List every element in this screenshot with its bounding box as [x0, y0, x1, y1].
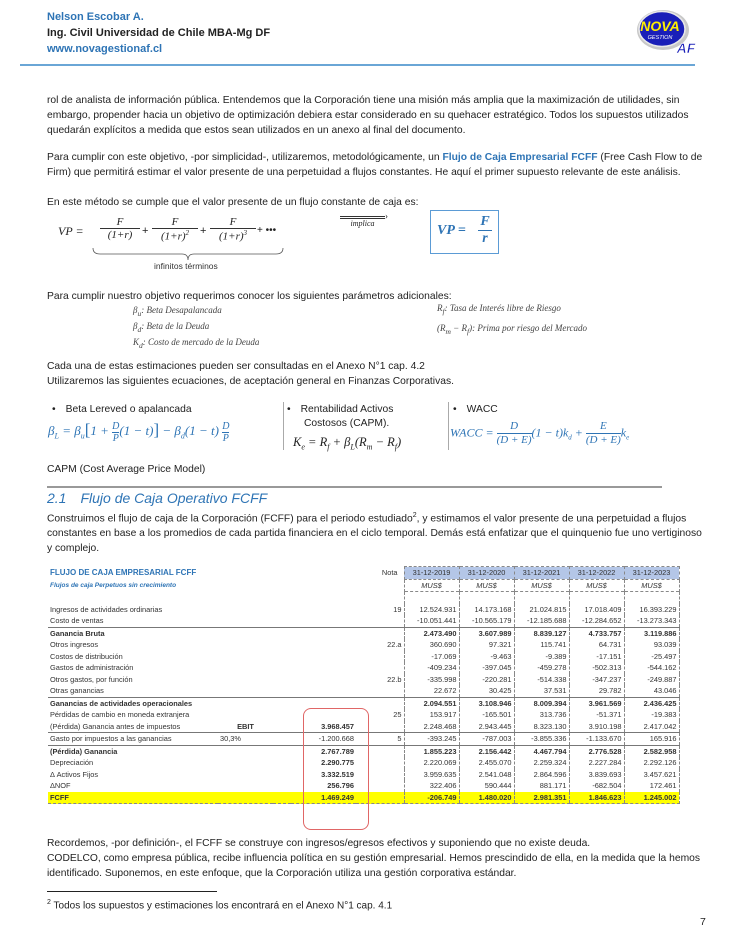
- eq-den: (1+r): [160, 230, 186, 243]
- perpetuity-value: 1.469.249: [291, 792, 356, 804]
- row-label: Gastos de administración: [50, 663, 134, 672]
- cell-value: 4.467.794: [514, 745, 569, 757]
- row-nota: 25: [393, 710, 402, 719]
- perpetuity-value: -1.200.668: [291, 733, 356, 746]
- row-tag: [218, 792, 273, 804]
- row-tag: [218, 697, 273, 709]
- params-left-list: [133, 304, 259, 351]
- capm-bullet-label-2: Costosos (CAPM).: [304, 418, 390, 429]
- date-header: 31-12-2019: [404, 567, 459, 580]
- cell-value: 2.473.490: [404, 627, 459, 639]
- capm-bullet: • Rentabilidad Activos: [287, 404, 394, 415]
- row-tag: [218, 709, 273, 721]
- cell-value: -9.389: [514, 651, 569, 663]
- nota-header: Nota: [381, 568, 398, 577]
- section-divider: [47, 486, 662, 488]
- intro-text: Para cumplir con este objetivo, -por simplicidad-, utilizaremos, metodológicamente, un: [47, 152, 443, 163]
- row-nota: 19: [393, 604, 402, 614]
- perpetuity-value: 256.796: [327, 781, 354, 790]
- cell-value: -12.185.688: [514, 615, 569, 627]
- row-nota: [356, 615, 404, 627]
- cell-value: 3.108.946: [459, 697, 514, 709]
- cell-value: 17.018.409: [569, 604, 624, 616]
- row-label: FCFF: [48, 792, 218, 804]
- perpetuity-value: [291, 639, 356, 651]
- row-tag: [218, 627, 273, 639]
- cell-value: 3.457.621: [624, 769, 679, 781]
- perpetuity-value: [291, 662, 356, 674]
- table-subtitle-row: [48, 579, 679, 592]
- row-tag: [218, 639, 273, 651]
- website-link[interactable]: www.novagestionaf.cl: [47, 43, 163, 55]
- cell-value: 322.406: [404, 780, 459, 792]
- row-nota: 22.b: [387, 674, 402, 684]
- footnote: [47, 899, 392, 911]
- cell-value: 1.855.223: [404, 745, 459, 757]
- param-rf: $R_f$: Tasa de Interés libre de Riesgo: [437, 303, 561, 316]
- params-right-list: [437, 300, 587, 340]
- cell-value: -51.371: [569, 709, 624, 721]
- cell-value: 590.444: [459, 780, 514, 792]
- footnote-text: Todos los supuestos y estimaciones los encontrará en el Anexo N°1 cap. 4.1: [50, 900, 393, 912]
- cell-value: -17.151: [569, 651, 624, 663]
- section-number: 2.1: [47, 490, 67, 506]
- present-value-series-equation: VP = $\frac{F}{(1+r)}$ + F $(1+r)^2$ + F $(1+r)^3$ + ••• infinitos términos: [58, 215, 278, 279]
- cell-value: 2.776.528: [569, 745, 624, 757]
- row-label: Otros gastos, por función: [50, 674, 133, 684]
- eq-den: (1+r): [100, 228, 140, 241]
- cell-value: 1.245.002: [624, 792, 679, 804]
- unit-label: MUS$: [404, 579, 459, 592]
- cell-value: 881.171: [514, 780, 569, 792]
- table-row: [48, 697, 679, 709]
- row-label: ΔNOF: [50, 781, 71, 790]
- perpetuity-value: [291, 685, 356, 697]
- unit-label: MUS$: [569, 579, 624, 592]
- param-beta-d: $\beta_d$: Beta de la Deuda: [133, 320, 210, 334]
- cell-value: -206.749: [404, 792, 459, 804]
- cell-value: 2.094.551: [404, 697, 459, 709]
- vp-fraction: [478, 214, 492, 247]
- intro-text-cont: (Free Cash Flow to de Firm) que permitirá estimar el valor presente de una perpetuidad a flujos constantes. He aquí el primer supuesto relevante de este análisis.: [47, 152, 703, 178]
- cell-value: -9.463: [459, 651, 514, 663]
- row-tag: [218, 674, 273, 686]
- row-tag: 30,3%: [218, 733, 273, 746]
- cell-value: -249.887: [624, 674, 679, 686]
- column-divider: [448, 402, 449, 450]
- cell-value: 3.910.198: [569, 721, 624, 733]
- row-label: Costos de distribución: [50, 651, 123, 661]
- cell-value: -335.998: [404, 674, 459, 686]
- perpetuity-value: 3.332.519: [321, 769, 354, 779]
- cell-value: 2.582.958: [624, 745, 679, 757]
- row-tag: [218, 780, 273, 792]
- cell-value: 29.782: [569, 685, 624, 697]
- table-subtitle: Flujos de caja Perpetuos sin crecimiento: [50, 581, 177, 589]
- cell-value: 22.672: [404, 685, 459, 697]
- section-title: Flujo de Caja Operativo FCFF: [80, 490, 268, 506]
- cell-value: 97.321: [459, 639, 514, 651]
- section-paragraph: Construimos el flujo de caja de la Corporación (FCFF) para el periodo estudiado$^2$, y estimamos el valor presente de una perpetuidad a flujos constantes en base a los promedios de cada partida financiera en el ciclo temporal. Demás está enfatizar que el quinquenio fue uno vertiginoso y complejo.: [47, 512, 702, 555]
- cell-value: 4.733.757: [569, 627, 624, 639]
- row-nota: 22.a: [387, 640, 402, 649]
- cell-value: -459.278: [514, 662, 569, 674]
- table-row: [48, 615, 679, 627]
- row-label: (Pérdida) Ganancia antes de impuestos: [50, 721, 181, 731]
- cell-value: 2.943.445: [459, 721, 514, 733]
- cell-value: 2.981.351: [514, 792, 569, 804]
- intro-paragraph-2: [47, 150, 707, 180]
- row-label: (Pérdida) Ganancia: [48, 745, 218, 757]
- cell-value: -25.497: [624, 651, 679, 663]
- table-row: [48, 674, 679, 686]
- cell-value: -544.162: [624, 662, 679, 674]
- table-row: [48, 662, 679, 674]
- perpetuity-value: [291, 627, 356, 639]
- cell-value: 12.524.931: [404, 604, 459, 616]
- nova-gestion-logo: [636, 6, 698, 58]
- cell-value: 2.220.069: [404, 757, 459, 769]
- cell-value: 2.227.284: [569, 757, 624, 769]
- cell-value: 3.607.989: [459, 627, 514, 639]
- eq-num: F: [171, 216, 179, 228]
- param-market-premium: $(R_m - R_f)$: Prima por riesgo del Mercado: [437, 322, 587, 336]
- capm-bullet-label-1: Rentabilidad Activos: [300, 404, 394, 415]
- cell-value: 1.480.020: [459, 792, 514, 804]
- beta-bullet: • Beta Lereved o apalancada: [52, 404, 192, 415]
- wacc-formula: WACC = $\frac{D}{(D + E)}$ $(1 - t)k_d$ + $\frac{E}{(D + E)}$ $k_e$: [450, 420, 630, 446]
- page-number: 7: [700, 916, 706, 928]
- param-kd: $K_d$: Costo de mercado de la Deuda: [133, 336, 260, 350]
- cell-value: 172.461: [624, 780, 679, 792]
- eq-dots: + •••: [257, 225, 277, 236]
- cell-value: 37.531: [514, 685, 569, 697]
- cell-value: -10.051.441: [404, 615, 459, 627]
- cell-value: -502.313: [569, 662, 624, 674]
- cell-value: 2.292.126: [624, 757, 679, 769]
- estimations-paragraph-1: Cada una de estas estimaciones pueden ser consultadas en el Anexo N°1 cap. 4.2: [47, 361, 425, 372]
- row-label: Ganancia Bruta: [48, 627, 218, 639]
- row-label: Pérdidas de cambio en moneda extranjera: [50, 710, 190, 719]
- intro-paragraph-3: En este método se cumple que el valor presente de un flujo constante de caja es:: [47, 197, 419, 208]
- wacc-bullet: • WACC: [453, 404, 498, 415]
- cell-value: -409.234: [404, 662, 459, 674]
- cell-value: 153.917: [404, 709, 459, 721]
- table-title: FLUJO DE CAJA EMPRESARIAL FCFF: [50, 568, 197, 577]
- row-label: Otras ganancias: [50, 686, 104, 695]
- table-title-row: [48, 567, 679, 580]
- row-tag: [218, 651, 273, 663]
- cell-value: -165.501: [459, 709, 514, 721]
- vp-num: F: [480, 214, 490, 229]
- table-row: [48, 651, 679, 663]
- cell-value: 93.039: [624, 639, 679, 651]
- row-nota: [356, 662, 404, 674]
- eq-den: (1+r): [218, 230, 244, 243]
- footnote-divider: [47, 891, 217, 892]
- row-nota: [356, 685, 404, 697]
- param-beta-u: $\beta_u$: Beta Desapalancada: [133, 305, 222, 318]
- row-nota: [356, 627, 404, 639]
- cell-value: 21.024.815: [514, 604, 569, 616]
- cell-value: 3.119.886: [624, 627, 679, 639]
- cell-value: -17.069: [404, 651, 459, 663]
- row-tag: [218, 615, 273, 627]
- perpetuity-highlight-box: [303, 708, 369, 830]
- perpetuity-value: [291, 604, 356, 616]
- cell-value: 2.455.070: [459, 757, 514, 769]
- row-label: Depreciación: [50, 758, 94, 767]
- unit-label: MUS$: [459, 579, 514, 592]
- row-label: Costo de ventas: [50, 616, 104, 625]
- row-tag: [218, 662, 273, 674]
- cell-value: 2.156.442: [459, 745, 514, 757]
- row-label: Otros ingresos: [50, 640, 99, 649]
- vp-den: r: [478, 230, 492, 247]
- author-title: Ing. Civil Universidad de Chile MBA-Mg DF: [47, 27, 271, 39]
- brace-icon: [92, 247, 284, 261]
- implies-label: implica: [350, 219, 375, 228]
- row-label: Δ Activos Fijos: [50, 769, 99, 779]
- eq-num: F: [116, 216, 124, 228]
- cell-value: 165.916: [624, 733, 679, 746]
- row-tag: [218, 745, 273, 757]
- eq-term3: [210, 216, 256, 243]
- cell-value: -787.003: [459, 733, 514, 746]
- cell-value: 43.046: [624, 685, 679, 697]
- eq-num: F: [229, 216, 237, 228]
- footnote-ref[interactable]: 2: [412, 512, 417, 519]
- beta-bullet-label: Beta Lereved o apalancada: [65, 404, 192, 415]
- section-heading: [47, 490, 267, 506]
- cell-value: -220.281: [459, 674, 514, 686]
- cell-value: -12.284.652: [569, 615, 624, 627]
- cell-value: -3.855.336: [514, 733, 569, 746]
- perpetuity-value: 2.767.789: [291, 745, 356, 757]
- row-label: Ingresos de actividades ordinarias: [50, 604, 163, 614]
- cell-value: 8.323.130: [514, 721, 569, 733]
- estimations-paragraph-2: Utilizaremos las siguientes ecuaciones, de aceptación general en Finanzas Corporativas.: [47, 376, 454, 387]
- row-tag: [218, 769, 273, 781]
- cell-value: 2.541.048: [459, 769, 514, 781]
- present-value-result-box: [430, 210, 499, 254]
- cell-value: 313.736: [514, 709, 569, 721]
- cell-value: 8.839.127: [514, 627, 569, 639]
- vp-lhs: VP =: [437, 223, 466, 238]
- perpetuity-value: [291, 615, 356, 627]
- author-name: Nelson Escobar A.: [47, 11, 144, 23]
- perpetuity-value: [291, 651, 356, 663]
- cell-value: -393.245: [404, 733, 459, 746]
- cell-value: 64.731: [569, 639, 624, 651]
- column-divider: [283, 402, 284, 450]
- svg-text:GESTION: GESTION: [647, 35, 673, 41]
- cell-value: 3.961.569: [569, 697, 624, 709]
- cell-value: 16.393.229: [624, 604, 679, 616]
- cell-value: 3.959.635: [404, 769, 459, 781]
- cell-value: 2.248.468: [404, 721, 459, 733]
- cell-value: -397.045: [459, 662, 514, 674]
- wacc-bullet-label: WACC: [466, 404, 498, 415]
- row-label: Ganancias de actividades operacionales: [48, 697, 218, 709]
- cell-value: -19.383: [624, 709, 679, 721]
- cell-value: 2.864.596: [514, 769, 569, 781]
- table-row: [48, 604, 679, 616]
- eq-exp: 3: [243, 229, 248, 237]
- cell-value: 14.173.168: [459, 604, 514, 616]
- cell-value: 2.417.042: [624, 721, 679, 733]
- fcff-term: Flujo de Caja Empresarial FCFF: [442, 152, 598, 163]
- closing-paragraph-1: Recordemos, -por definición-, el FCFF se construye con ingresos/egresos efectivos y suponiendo que no existe deuda.: [47, 838, 591, 849]
- eq-term1: [100, 216, 140, 241]
- row-nota: 5: [356, 733, 404, 746]
- header-divider: [20, 64, 695, 66]
- perpetuity-value: 2.290.775: [321, 758, 354, 767]
- date-header: 31-12-2022: [569, 567, 624, 580]
- table-row: [48, 627, 679, 639]
- row-nota: [356, 697, 404, 709]
- date-header: 31-12-2021: [514, 567, 569, 580]
- cell-value: 360.690: [404, 639, 459, 651]
- date-header: 31-12-2023: [624, 567, 679, 580]
- cell-value: 8.009.394: [514, 697, 569, 709]
- logo-nova-text: NOVA: [640, 18, 680, 34]
- table-spacer-row: [48, 592, 679, 604]
- cell-value: -1.133.670: [569, 733, 624, 746]
- cell-value: 115.741: [514, 639, 569, 651]
- unit-label: MUS$: [624, 579, 679, 592]
- eq-exp: 2: [185, 229, 190, 237]
- cell-value: -514.338: [514, 674, 569, 686]
- intro-paragraph-1: rol de analista de información pública. Entendemos que la Corporación tiene una misión más amplia que la maximización de utilidades, sin embargo, propender hacia un objetivo de optimización debiera estar considerado en su quehacer estratégico. Todos los supuestos utilizados quedarán explícitos a medida que estos sean utilizados en un anexo al final del documento.: [47, 95, 689, 136]
- cell-value: -347.237: [569, 674, 624, 686]
- cell-value: -13.273.343: [624, 615, 679, 627]
- table-row: [48, 639, 679, 651]
- cell-value: 2.436.425: [624, 697, 679, 709]
- row-label: Gasto por impuestos a las ganancias: [48, 733, 218, 746]
- svg-text:AF: AF: [676, 40, 696, 56]
- capm-note: CAPM (Cost Average Price Model): [47, 464, 206, 475]
- cell-value: 2.259.324: [514, 757, 569, 769]
- params-intro: Para cumplir nuestro objetivo requerimos conocer los siguientes parámetros adicionales:: [47, 291, 452, 302]
- closing-paragraph-2: CODELCO, como empresa pública, recibe influencia política en su gestión empresarial. Hemos prescindido de ella, en la medida que la hemos identificado. Suponemos, en este enfoque, que la Corporación utiliza una gestión corporativa estándar.: [47, 853, 701, 879]
- implies-arrow: › implica: [340, 216, 385, 228]
- row-tag: EBIT: [237, 721, 254, 731]
- beta-levered-formula: $\beta_L = \beta_u[1$ + $\frac{D}{P}$ $(1 - t)] - \beta_d(1 - t)$ $\frac{D}{P}$: [48, 420, 230, 444]
- cell-value: -682.504: [569, 780, 624, 792]
- eq-term2: [152, 216, 198, 243]
- row-nota: [356, 651, 404, 663]
- row-tag: [218, 757, 273, 769]
- perpetuity-value: 3.968.457: [321, 721, 354, 731]
- cell-value: 1.846.623: [569, 792, 624, 804]
- cell-value: -10.565.179: [459, 615, 514, 627]
- capm-formula: $K_e = R_f + \beta_L(R_m - R_f)$: [293, 435, 402, 452]
- unit-label: MUS$: [514, 579, 569, 592]
- date-header: 31-12-2020: [459, 567, 514, 580]
- table-row: [48, 685, 679, 697]
- row-tag: [218, 604, 273, 616]
- cell-value: 3.839.693: [569, 769, 624, 781]
- perpetuity-value: [291, 674, 356, 686]
- row-tag: [218, 685, 273, 697]
- eq-lhs: VP =: [58, 224, 84, 238]
- brace-label: infinitos términos: [154, 261, 218, 271]
- cell-value: 30.425: [459, 685, 514, 697]
- footnote-mark: 2: [47, 899, 51, 906]
